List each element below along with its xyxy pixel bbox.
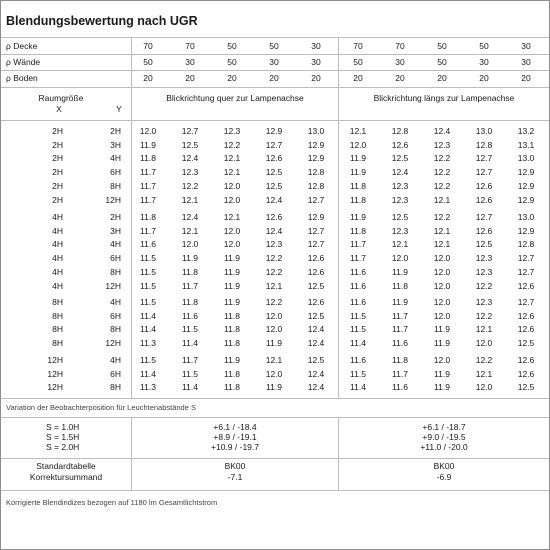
quer-header: Blickrichtung quer zur Lampenachse <box>166 93 304 103</box>
rho-value: 30 <box>185 57 195 67</box>
ugr-value: 12.3 <box>181 167 199 177</box>
ugr-value: 12.1 <box>475 324 493 334</box>
room-x: 8H <box>52 311 63 321</box>
ugr-value: 12.0 <box>475 338 493 348</box>
ugr-value: 12.6 <box>265 153 283 163</box>
ugr-value: 11.8 <box>350 195 366 205</box>
ugr-value: 12.5 <box>265 181 283 191</box>
ugr-value: 11.8 <box>182 297 198 307</box>
ugr-value: 11.8 <box>140 212 156 222</box>
ugr-value: 12.0 <box>223 226 241 236</box>
ugr-value: 12.6 <box>307 297 325 307</box>
room-x: 4H <box>52 253 63 263</box>
ugr-value: 12.7 <box>517 297 535 307</box>
ugr-value: 11.9 <box>266 338 282 348</box>
ugr-value: 12.6 <box>517 281 535 291</box>
rho-value: 50 <box>227 57 237 67</box>
ugr-value: 12.3 <box>391 195 409 205</box>
y-header: Y <box>116 104 122 114</box>
ugr-value: 12.9 <box>517 195 535 205</box>
rho-value: 70 <box>185 41 195 51</box>
room-x: 4H <box>52 239 63 249</box>
rho-value: 20 <box>479 73 489 83</box>
ugr-value: 11.9 <box>224 267 240 277</box>
ugr-value: 12.7 <box>265 140 283 150</box>
rho-value: 20 <box>437 73 447 83</box>
room-y: 6H <box>110 253 121 263</box>
ugr-value: 12.0 <box>433 281 451 291</box>
ugr-value: 12.0 <box>181 239 199 249</box>
ugr-value: 12.4 <box>307 324 325 334</box>
ugr-value: 11.8 <box>224 324 240 334</box>
rho-value: 20 <box>227 73 237 83</box>
ugr-value: 11.4 <box>182 382 198 392</box>
ugr-value: 12.7 <box>517 253 535 263</box>
room-x: 2H <box>52 195 63 205</box>
ugr-value: 11.6 <box>350 297 366 307</box>
ugr-value: 11.5 <box>140 297 156 307</box>
variation-quer: +8.9 / -19.1 <box>213 432 257 442</box>
rule-line <box>1 54 549 55</box>
ugr-value: 11.6 <box>392 382 408 392</box>
variation-laengs: +6.1 / -18.7 <box>422 422 466 432</box>
ugr-value: 11.5 <box>182 324 198 334</box>
ugr-value: 12.0 <box>391 253 409 263</box>
rho-value: 20 <box>143 73 153 83</box>
rho-row-label: ρ Boden <box>6 73 38 83</box>
ugr-value: 11.6 <box>182 311 198 321</box>
ugr-value: 12.1 <box>433 239 451 249</box>
ugr-value: 12.5 <box>181 140 199 150</box>
ugr-value: 12.0 <box>265 324 283 334</box>
ugr-value: 11.5 <box>182 369 198 379</box>
ugr-value: 12.6 <box>307 253 325 263</box>
variation-quer: +10.9 / -19.7 <box>211 442 259 452</box>
ugr-value: 11.9 <box>434 338 450 348</box>
ugr-value: 11.8 <box>224 311 240 321</box>
ugr-value: 13.0 <box>517 153 535 163</box>
ugr-value: 11.9 <box>224 281 240 291</box>
ugr-value: 12.7 <box>475 212 493 222</box>
ugr-value: 12.0 <box>433 311 451 321</box>
ugr-value: 11.7 <box>182 355 198 365</box>
ugr-value: 12.9 <box>307 140 325 150</box>
ugr-value: 12.0 <box>433 267 451 277</box>
ugr-value: 12.4 <box>433 126 451 136</box>
rho-value: 20 <box>353 73 363 83</box>
room-x: 8H <box>52 338 63 348</box>
ugr-value: 12.2 <box>265 253 283 263</box>
ugr-value: 12.4 <box>307 338 325 348</box>
rule-line <box>1 458 549 459</box>
room-x: 2H <box>52 153 63 163</box>
ugr-value: 12.6 <box>517 324 535 334</box>
ugr-value: 11.9 <box>182 253 198 263</box>
rho-row-label: ρ Decke <box>6 41 38 51</box>
ugr-value: 12.0 <box>349 140 367 150</box>
ugr-value: 12.3 <box>475 267 493 277</box>
ugr-value: 12.7 <box>475 167 493 177</box>
ugr-value: 11.9 <box>434 324 450 334</box>
ugr-value: 11.4 <box>350 382 366 392</box>
room-x: 8H <box>52 324 63 334</box>
variation-laengs: +9.0 / -19.5 <box>422 432 466 442</box>
ugr-value: 11.4 <box>350 338 366 348</box>
ugr-value: 12.2 <box>433 167 451 177</box>
ugr-value: 12.1 <box>223 212 241 222</box>
ugr-value: 12.3 <box>223 126 241 136</box>
ugr-value: 11.5 <box>350 311 366 321</box>
rho-value: 50 <box>227 41 237 51</box>
room-x: 2H <box>52 140 63 150</box>
room-x: 2H <box>52 181 63 191</box>
room-y: 6H <box>110 369 121 379</box>
ugr-value: 11.5 <box>140 355 156 365</box>
ugr-value: 11.5 <box>350 369 366 379</box>
ugr-value: 12.2 <box>223 140 241 150</box>
rho-value: 30 <box>311 41 321 51</box>
ugr-value: 11.4 <box>140 369 156 379</box>
rho-value: 30 <box>269 57 279 67</box>
ugr-value: 11.5 <box>350 324 366 334</box>
ugr-value: 12.7 <box>307 239 325 249</box>
ugr-value: 12.9 <box>517 226 535 236</box>
ugr-value: 13.2 <box>517 126 535 136</box>
ugr-value: 12.5 <box>475 239 493 249</box>
room-y: 12H <box>105 281 121 291</box>
rho-value: 50 <box>479 41 489 51</box>
ugr-value: 12.8 <box>307 181 325 191</box>
variation-title: Variation der Beobachterposition für Leuchtenabstände S <box>6 403 196 412</box>
ugr-value: 11.9 <box>266 382 282 392</box>
room-x: 12H <box>47 382 63 392</box>
room-y: 8H <box>110 267 121 277</box>
ugr-value: 12.1 <box>433 195 451 205</box>
ugr-value: 11.9 <box>350 153 366 163</box>
room-y: 4H <box>110 239 121 249</box>
room-x: 12H <box>47 355 63 365</box>
ugr-value: 12.6 <box>517 355 535 365</box>
room-y: 3H <box>110 140 121 150</box>
spacing-label: S = 2.0H <box>46 442 80 452</box>
rule-line <box>1 70 549 71</box>
footnote: Korrigierte Blendindizes bezogen auf 1180 lm Gesamtlichtstrom <box>6 498 218 507</box>
ugr-value: 12.7 <box>181 126 199 136</box>
ugr-value: 12.2 <box>265 297 283 307</box>
ugr-value: 12.4 <box>391 167 409 177</box>
ugr-value: 11.9 <box>434 369 450 379</box>
ugr-value: 12.4 <box>265 226 283 236</box>
correction-label: Korrektursummand <box>29 472 103 482</box>
rule-line <box>1 37 549 38</box>
ugr-value: 12.4 <box>181 153 199 163</box>
room-x: 2H <box>52 126 63 136</box>
ugr-value: 11.7 <box>182 281 198 291</box>
room-x: 2H <box>52 167 63 177</box>
ugr-value: 11.7 <box>350 253 366 263</box>
room-x: 4H <box>52 212 63 222</box>
ugr-value: 12.8 <box>307 167 325 177</box>
laengs-header: Blickrichtung längs zur Lampenachse <box>373 93 515 103</box>
ugr-value: 12.4 <box>307 382 325 392</box>
ugr-value: 11.9 <box>392 297 408 307</box>
ugr-value: 11.4 <box>182 338 198 348</box>
ugr-value: 11.8 <box>140 153 156 163</box>
ugr-value: 11.7 <box>392 324 408 334</box>
ugr-value: 12.6 <box>517 369 535 379</box>
rule-line <box>1 87 549 88</box>
ugr-value: 11.3 <box>140 382 156 392</box>
ugr-value: 11.3 <box>140 338 156 348</box>
room-y: 12H <box>105 195 121 205</box>
ugr-value: 11.7 <box>350 239 366 249</box>
ugr-value: 11.8 <box>392 281 408 291</box>
ugr-value: 11.8 <box>182 267 198 277</box>
ugr-value: 12.9 <box>307 212 325 222</box>
ugr-value: 12.6 <box>475 181 493 191</box>
room-y: 8H <box>110 181 121 191</box>
ugr-value: 12.5 <box>517 338 535 348</box>
rho-value: 20 <box>185 73 195 83</box>
ugr-value: 12.3 <box>265 239 283 249</box>
ugr-value: 12.5 <box>307 281 325 291</box>
page-title: Blendungsbewertung nach UGR <box>6 14 198 28</box>
ugr-value: 11.8 <box>224 382 240 392</box>
ugr-value: 12.6 <box>307 267 325 277</box>
ugr-value: 11.7 <box>392 311 408 321</box>
ugr-value: 12.8 <box>391 126 409 136</box>
ugr-value: 11.7 <box>140 226 156 236</box>
rho-value: 70 <box>395 41 405 51</box>
ugr-value: 12.2 <box>475 281 493 291</box>
ugr-value: 12.1 <box>265 355 283 365</box>
ugr-value: 11.4 <box>140 311 156 321</box>
room-y: 2H <box>110 126 121 136</box>
ugr-value: 11.8 <box>350 181 366 191</box>
ugr-value: 12.1 <box>181 195 199 205</box>
ugr-value: 12.0 <box>433 297 451 307</box>
ugr-value: 13.0 <box>517 212 535 222</box>
standard-laengs-correction: -6.9 <box>436 472 452 482</box>
room-x: 8H <box>52 297 63 307</box>
ugr-value: 12.0 <box>223 181 241 191</box>
ugr-value: 12.5 <box>265 167 283 177</box>
ugr-value: 12.7 <box>517 267 535 277</box>
rho-value: 20 <box>521 73 531 83</box>
room-y: 4H <box>110 297 121 307</box>
ugr-value: 11.8 <box>350 226 366 236</box>
rho-value: 70 <box>143 41 153 51</box>
ugr-value: 12.2 <box>265 267 283 277</box>
ugr-value: 12.5 <box>391 153 409 163</box>
ugr-value: 11.4 <box>140 324 156 334</box>
ugr-value: 11.8 <box>224 369 240 379</box>
ugr-value: 12.8 <box>517 239 535 249</box>
rule-line <box>1 398 549 399</box>
standard-laengs <box>339 461 549 483</box>
ugr-value: 11.6 <box>140 239 156 249</box>
ugr-value: 12.0 <box>433 355 451 365</box>
room-y: 12H <box>105 338 121 348</box>
room-y: 8H <box>110 382 121 392</box>
ugr-value: 12.2 <box>475 311 493 321</box>
rho-value: 20 <box>311 73 321 83</box>
ugr-value: 12.1 <box>223 167 241 177</box>
ugr-value: 12.1 <box>349 126 367 136</box>
ugr-value: 11.9 <box>434 382 450 392</box>
ugr-value: 12.9 <box>265 126 283 136</box>
rule-line <box>1 417 549 418</box>
ugr-value: 12.2 <box>433 181 451 191</box>
ugr-value: 11.9 <box>140 140 156 150</box>
ugr-value: 12.9 <box>517 181 535 191</box>
ugr-value: 12.7 <box>307 195 325 205</box>
ugr-value: 11.5 <box>140 267 156 277</box>
ugr-value: 12.6 <box>475 195 493 205</box>
spacing-label: S = 1.5H <box>46 432 80 442</box>
ugr-value: 11.8 <box>392 355 408 365</box>
rho-row-label: ρ Wände <box>6 57 41 67</box>
ugr-value: 12.5 <box>307 355 325 365</box>
ugr-value: 12.5 <box>517 382 535 392</box>
room-x: 4H <box>52 281 63 291</box>
ugr-value: 11.6 <box>392 338 408 348</box>
ugr-value: 12.7 <box>307 226 325 236</box>
ugr-value: 12.1 <box>391 239 409 249</box>
ugr-value: 12.1 <box>433 226 451 236</box>
ugr-value: 12.0 <box>223 195 241 205</box>
ugr-value: 11.7 <box>140 181 156 191</box>
ugr-value: 12.5 <box>307 311 325 321</box>
ugr-value: 11.7 <box>392 369 408 379</box>
room-y: 8H <box>110 324 121 334</box>
room-y: 6H <box>110 167 121 177</box>
ugr-value: 11.9 <box>224 355 240 365</box>
ugr-value: 12.3 <box>475 253 493 263</box>
ugr-value: 11.9 <box>224 297 240 307</box>
spacing-label: S = 1.0H <box>46 422 80 432</box>
ugr-value: 12.3 <box>433 140 451 150</box>
ugr-value: 11.9 <box>392 267 408 277</box>
standard-labels <box>1 461 131 483</box>
rho-value: 30 <box>311 57 321 67</box>
ugr-value: 11.7 <box>140 167 156 177</box>
variation-laengs: +11.0 / -20.0 <box>420 442 468 452</box>
ugr-value: 13.0 <box>475 126 493 136</box>
ugr-value: 12.6 <box>265 212 283 222</box>
ugr-value: 12.1 <box>265 281 283 291</box>
room-y: 4H <box>110 355 121 365</box>
standard-quer <box>132 461 338 483</box>
ugr-value: 12.2 <box>433 153 451 163</box>
ugr-value: 12.1 <box>223 153 241 163</box>
standard-table-label: Standardtabelle <box>36 461 96 471</box>
ugr-value: 12.2 <box>181 181 199 191</box>
room-y: 3H <box>110 226 121 236</box>
ugr-value: 12.3 <box>391 226 409 236</box>
ugr-value: 12.0 <box>265 311 283 321</box>
ugr-value: 12.1 <box>181 226 199 236</box>
rho-value: 30 <box>521 41 531 51</box>
ugr-value: 12.3 <box>391 181 409 191</box>
rho-value: 70 <box>353 41 363 51</box>
room-y: 4H <box>110 153 121 163</box>
rho-value: 30 <box>521 57 531 67</box>
rho-value: 50 <box>353 57 363 67</box>
rho-value: 50 <box>269 41 279 51</box>
ugr-value: 11.9 <box>224 253 240 263</box>
standard-laengs-table: BK00 <box>433 461 455 471</box>
ugr-value: 12.4 <box>181 212 199 222</box>
ugr-value: 12.2 <box>433 212 451 222</box>
standard-quer-table: BK00 <box>224 461 246 471</box>
rho-value: 20 <box>269 73 279 83</box>
ugr-value: 13.1 <box>517 140 535 150</box>
ugr-value: 12.2 <box>475 355 493 365</box>
ugr-value: 12.5 <box>391 212 409 222</box>
ugr-value: 12.0 <box>223 239 241 249</box>
ugr-value: 11.5 <box>140 281 156 291</box>
ugr-value: 12.1 <box>475 369 493 379</box>
x-header: X <box>56 104 62 114</box>
room-y: 6H <box>110 311 121 321</box>
ugr-value: 11.9 <box>350 212 366 222</box>
ugr-value: 11.9 <box>350 167 366 177</box>
raumgroesse-header: Raumgröße <box>38 93 84 103</box>
ugr-value: 12.0 <box>433 253 451 263</box>
ugr-value: 12.6 <box>475 226 493 236</box>
rho-value: 20 <box>395 73 405 83</box>
ugr-value: 11.8 <box>224 338 240 348</box>
ugr-value: 12.3 <box>475 297 493 307</box>
room-x: 4H <box>52 267 63 277</box>
rho-value: 30 <box>479 57 489 67</box>
room-x: 4H <box>52 226 63 236</box>
ugr-value: 12.0 <box>265 369 283 379</box>
ugr-value: 11.6 <box>350 281 366 291</box>
ugr-value: 12.9 <box>307 153 325 163</box>
room-x: 12H <box>47 369 63 379</box>
ugr-value: 12.7 <box>475 153 493 163</box>
room-y: 2H <box>110 212 121 222</box>
ugr-value: 11.6 <box>350 267 366 277</box>
rho-value: 50 <box>143 57 153 67</box>
rho-value: 50 <box>437 41 447 51</box>
variation-quer: +6.1 / -18.4 <box>213 422 257 432</box>
ugr-value: 11.7 <box>140 195 156 205</box>
ugr-value: 12.9 <box>517 167 535 177</box>
rho-value: 30 <box>395 57 405 67</box>
rule-line <box>1 490 549 491</box>
ugr-value: 12.6 <box>517 311 535 321</box>
ugr-value: 12.8 <box>475 140 493 150</box>
rule-line <box>1 120 549 121</box>
ugr-value: 12.4 <box>265 195 283 205</box>
ugr-value: 12.0 <box>475 382 493 392</box>
ugr-value: 12.0 <box>139 126 157 136</box>
ugr-value: 11.5 <box>140 253 156 263</box>
standard-quer-correction: -7.1 <box>227 472 243 482</box>
ugr-value: 12.4 <box>307 369 325 379</box>
ugr-value: 12.6 <box>391 140 409 150</box>
ugr-value: 11.6 <box>350 355 366 365</box>
ugr-value: 13.0 <box>307 126 325 136</box>
rho-value: 50 <box>437 57 447 67</box>
